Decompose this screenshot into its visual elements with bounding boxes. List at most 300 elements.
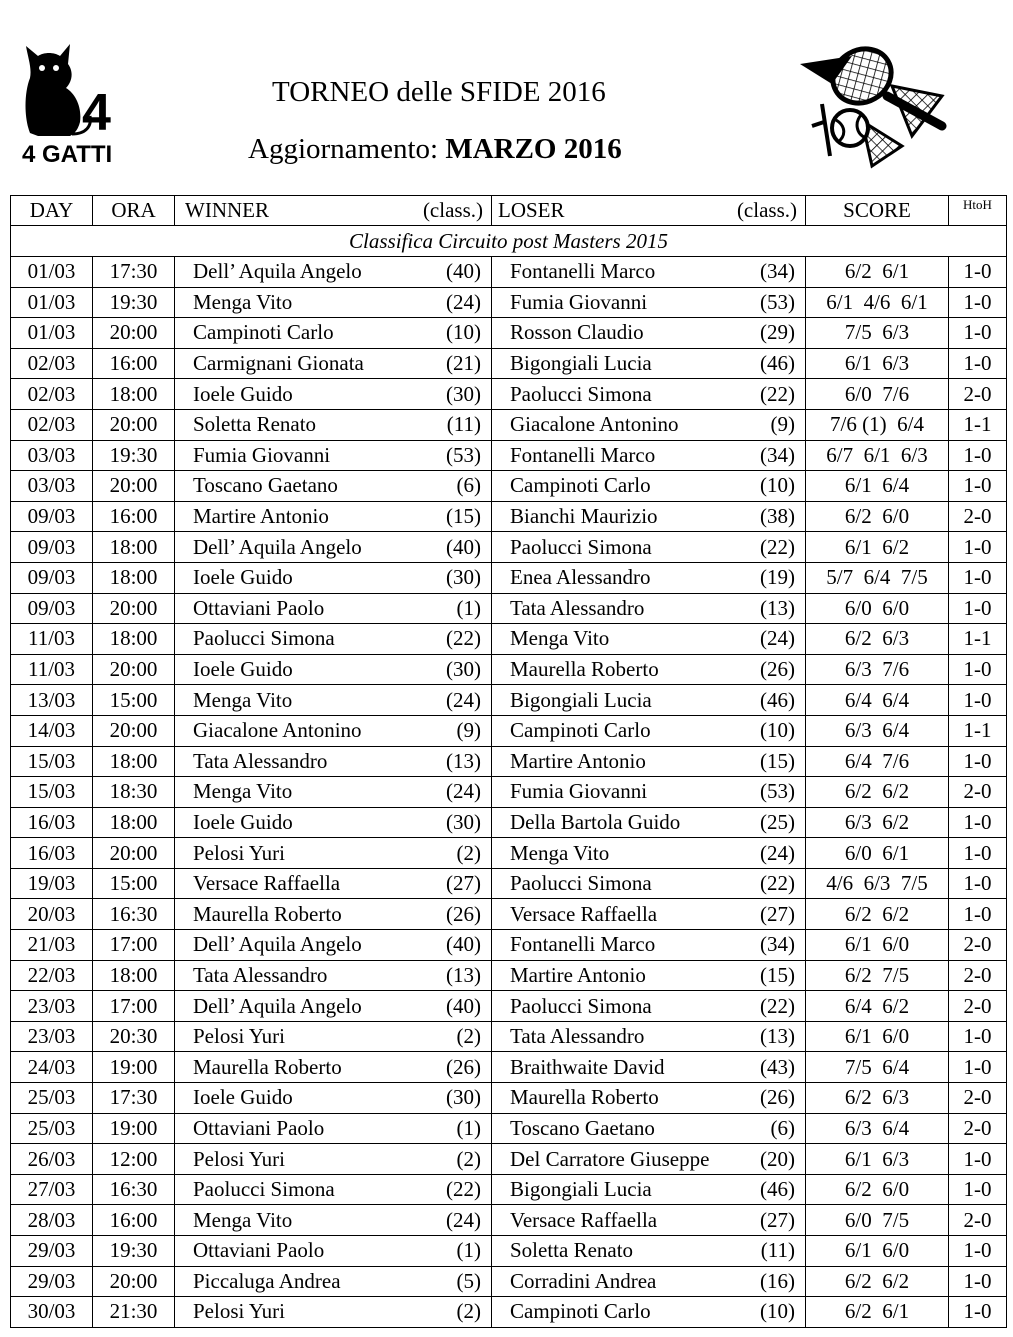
cell-ora: 20:00: [93, 1266, 175, 1297]
winner-name: Menga Vito: [193, 289, 293, 314]
cell-loser: [492, 1236, 806, 1267]
table-row: [11, 746, 1007, 777]
table-row: [11, 1052, 1007, 1083]
cell-htoh: 1-0: [949, 746, 1007, 777]
loser-name: Bigongiali Lucia: [510, 351, 652, 376]
table-row: [11, 440, 1007, 471]
cell-loser: [492, 746, 806, 777]
cell-score: 6/1 6/4: [806, 471, 949, 502]
cell-loser: [492, 257, 806, 288]
cell-loser: [492, 287, 806, 318]
loser-name: Soletta Renato: [510, 1238, 634, 1263]
cell-htoh: 1-0: [949, 685, 1007, 716]
cell-ora: 15:00: [93, 868, 175, 899]
cell-htoh: 1-1: [949, 624, 1007, 655]
cell-ora: 19:30: [93, 287, 175, 318]
winner-name: Ioele Guido: [193, 381, 293, 406]
cell-htoh: 2-0: [949, 1205, 1007, 1236]
table-row: [11, 685, 1007, 716]
cell-htoh: 1-0: [949, 1052, 1007, 1083]
cell-htoh: 1-0: [949, 1174, 1007, 1205]
loser-class: (20): [760, 1146, 795, 1171]
cell-htoh: 1-0: [949, 654, 1007, 685]
cell-winner: [175, 807, 492, 838]
section-row: [11, 226, 1007, 257]
table-header-row: [11, 196, 1007, 226]
cell-day: 22/03: [11, 960, 93, 991]
loser-name: Tata Alessandro: [510, 1024, 645, 1049]
loser-name: Braithwaite David: [510, 1054, 665, 1079]
cell-htoh: 2-0: [949, 777, 1007, 808]
loser-name: Martire Antonio: [510, 748, 646, 773]
cell-htoh: 1-1: [949, 715, 1007, 746]
winner-name: Carmignani Gionata: [193, 351, 364, 376]
cell-winner: [175, 930, 492, 961]
cell-htoh: 2-0: [949, 991, 1007, 1022]
winner-name: Soletta Renato: [193, 412, 317, 437]
cell-day: 09/03: [11, 562, 93, 593]
col-day: DAY: [11, 196, 93, 226]
cell-loser: [492, 1297, 806, 1328]
cell-loser: [492, 685, 806, 716]
cell-htoh: 1-0: [949, 899, 1007, 930]
cell-htoh: 1-0: [949, 1144, 1007, 1175]
table-row: [11, 838, 1007, 869]
cell-winner: [175, 991, 492, 1022]
cell-winner: [175, 562, 492, 593]
cell-loser: [492, 379, 806, 410]
loser-name: Martire Antonio: [510, 962, 646, 987]
loser-class: (46): [760, 351, 795, 376]
cell-winner: [175, 868, 492, 899]
loser-class: (13): [760, 1024, 795, 1049]
loser-name: Versace Raffaella: [510, 901, 658, 926]
cell-winner: [175, 1083, 492, 1114]
table-row: [11, 1174, 1007, 1205]
cell-score: 5/7 6/4 7/5: [806, 562, 949, 593]
winner-name: Dell’ Aquila Angelo: [193, 534, 362, 559]
cell-loser: [492, 1021, 806, 1052]
cell-score: 6/2 6/1: [806, 257, 949, 288]
cell-ora: 17:30: [93, 257, 175, 288]
cell-day: 16/03: [11, 807, 93, 838]
col-winner: [175, 196, 492, 226]
winner-class: (22): [446, 626, 481, 651]
loser-class: (11): [760, 1238, 795, 1263]
table-row: [11, 1083, 1007, 1114]
cell-day: 11/03: [11, 624, 93, 655]
cell-loser: [492, 838, 806, 869]
winner-name: Martire Antonio: [193, 504, 329, 529]
loser-name: Rosson Claudio: [510, 320, 644, 345]
cell-htoh: 1-0: [949, 532, 1007, 563]
cell-ora: 20:00: [93, 838, 175, 869]
table-row: [11, 1144, 1007, 1175]
winner-name: Paolucci Simona: [193, 626, 335, 651]
cell-winner: [175, 318, 492, 349]
loser-class: (25): [760, 809, 795, 834]
loser-name: Fontanelli Marco: [510, 442, 656, 467]
table-row: [11, 991, 1007, 1022]
cell-score: 6/1 6/0: [806, 1021, 949, 1052]
winner-name: Pelosi Yuri: [193, 840, 285, 865]
winner-class: (15): [446, 504, 481, 529]
cell-ora: 19:30: [93, 1236, 175, 1267]
cell-winner: [175, 379, 492, 410]
cell-day: 09/03: [11, 501, 93, 532]
cell-winner: [175, 777, 492, 808]
loser-class: (24): [760, 840, 795, 865]
winner-class: (30): [446, 657, 481, 682]
winner-name: Ioele Guido: [193, 809, 293, 834]
cell-loser: [492, 654, 806, 685]
cell-loser: [492, 1052, 806, 1083]
loser-class: (27): [760, 901, 795, 926]
winner-class: (5): [456, 1268, 481, 1293]
cell-ora: 19:30: [93, 440, 175, 471]
cell-day: 16/03: [11, 838, 93, 869]
cell-score: 6/0 6/1: [806, 838, 949, 869]
cat-logo-icon: [20, 38, 120, 168]
cell-winner: [175, 532, 492, 563]
table-row: [11, 501, 1007, 532]
winner-class: (2): [456, 1146, 481, 1171]
cell-day: 02/03: [11, 348, 93, 379]
winner-class: (1): [456, 595, 481, 620]
winner-name: Ioele Guido: [193, 1085, 293, 1110]
cell-ora: 16:00: [93, 501, 175, 532]
cell-ora: 12:00: [93, 1144, 175, 1175]
winner-class: (2): [456, 840, 481, 865]
winner-name: Maurella Roberto: [193, 901, 342, 926]
cell-winner: [175, 838, 492, 869]
winner-name: Versace Raffaella: [193, 871, 341, 896]
winner-name: Pelosi Yuri: [193, 1299, 285, 1324]
cell-winner: [175, 1174, 492, 1205]
cell-day: 29/03: [11, 1236, 93, 1267]
cell-loser: [492, 960, 806, 991]
winner-class: (30): [446, 1085, 481, 1110]
cell-winner: [175, 501, 492, 532]
cell-loser: [492, 777, 806, 808]
winner-class: (9): [456, 718, 481, 743]
table-row: [11, 868, 1007, 899]
winner-name: Dell’ Aquila Angelo: [193, 993, 362, 1018]
col-score: SCORE: [806, 196, 949, 226]
svg-text:4: 4: [82, 84, 111, 142]
loser-name: Fontanelli Marco: [510, 932, 656, 957]
table-row: [11, 1236, 1007, 1267]
loser-name: Tata Alessandro: [510, 595, 645, 620]
loser-name: Bigongiali Lucia: [510, 1177, 652, 1202]
winner-name: Menga Vito: [193, 687, 293, 712]
loser-class: (10): [760, 718, 795, 743]
loser-class: (46): [760, 687, 795, 712]
table-row: [11, 960, 1007, 991]
winner-class: (2): [456, 1024, 481, 1049]
cell-day: 30/03: [11, 1297, 93, 1328]
loser-class: (10): [760, 1299, 795, 1324]
loser-class: (27): [760, 1207, 795, 1232]
table-row: [11, 532, 1007, 563]
loser-class: (22): [760, 381, 795, 406]
cell-ora: 17:00: [93, 930, 175, 961]
winner-class: (26): [446, 901, 481, 926]
winner-class: (30): [446, 381, 481, 406]
cell-winner: [175, 746, 492, 777]
cell-day: 03/03: [11, 471, 93, 502]
cell-htoh: 1-0: [949, 1021, 1007, 1052]
cell-loser: [492, 501, 806, 532]
cell-score: 6/2 6/1: [806, 1297, 949, 1328]
cell-htoh: 1-0: [949, 838, 1007, 869]
cell-score: 7/5 6/4: [806, 1052, 949, 1083]
loser-name: Enea Alessandro: [510, 565, 651, 590]
cell-loser: [492, 532, 806, 563]
cell-day: 21/03: [11, 930, 93, 961]
loser-name: Paolucci Simona: [510, 381, 652, 406]
cell-score: 6/3 6/2: [806, 807, 949, 838]
logo-text: 4 GATTI: [22, 141, 113, 168]
cell-day: 29/03: [11, 1266, 93, 1297]
cell-day: 27/03: [11, 1174, 93, 1205]
col-ora: ORA: [93, 196, 175, 226]
cell-ora: 20:00: [93, 409, 175, 440]
loser-class: (19): [760, 565, 795, 590]
cell-score: 6/2 6/0: [806, 1174, 949, 1205]
winner-name: Piccaluga Andrea: [193, 1268, 341, 1293]
loser-class: (16): [760, 1268, 795, 1293]
update-subtitle: [248, 133, 622, 166]
cell-winner: [175, 1144, 492, 1175]
col-loser-label: LOSER: [498, 198, 565, 222]
cell-winner: [175, 471, 492, 502]
cell-ora: 16:30: [93, 1174, 175, 1205]
loser-name: Campinoti Carlo: [510, 1299, 651, 1324]
winner-name: Tata Alessandro: [193, 962, 328, 987]
cell-score: 6/0 6/0: [806, 593, 949, 624]
loser-class: (26): [760, 1085, 795, 1110]
cell-ora: 16:30: [93, 899, 175, 930]
cell-loser: [492, 868, 806, 899]
cell-htoh: 2-0: [949, 930, 1007, 961]
winner-name: Dell’ Aquila Angelo: [193, 932, 362, 957]
winner-class: (40): [446, 534, 481, 559]
cell-day: 03/03: [11, 440, 93, 471]
cell-loser: [492, 624, 806, 655]
winner-name: Dell’ Aquila Angelo: [193, 259, 362, 284]
loser-class: (10): [760, 473, 795, 498]
col-loser: [492, 196, 806, 226]
cell-ora: 21:30: [93, 1297, 175, 1328]
table-row: [11, 807, 1007, 838]
cell-htoh: 1-0: [949, 348, 1007, 379]
loser-name: Toscano Gaetano: [510, 1115, 655, 1140]
winner-name: Toscano Gaetano: [193, 473, 338, 498]
table-row: [11, 379, 1007, 410]
loser-name: Corradini Andrea: [510, 1268, 657, 1293]
cell-day: 13/03: [11, 685, 93, 716]
cell-ora: 16:00: [93, 1205, 175, 1236]
winner-class: (26): [446, 1054, 481, 1079]
winner-class: (24): [446, 687, 481, 712]
cell-day: 01/03: [11, 318, 93, 349]
loser-name: Versace Raffaella: [510, 1207, 658, 1232]
winner-name: Ottaviani Paolo: [193, 1115, 325, 1140]
cell-day: 26/03: [11, 1144, 93, 1175]
cell-ora: 18:00: [93, 379, 175, 410]
loser-name: Del Carratore Giuseppe: [510, 1146, 710, 1171]
table-row: [11, 1205, 1007, 1236]
winner-class: (40): [446, 993, 481, 1018]
winner-class: (30): [446, 809, 481, 834]
cell-winner: [175, 654, 492, 685]
cell-score: 6/2 6/2: [806, 899, 949, 930]
winner-name: Menga Vito: [193, 1207, 293, 1232]
loser-class: (53): [760, 779, 795, 804]
table-row: [11, 257, 1007, 288]
cell-day: 02/03: [11, 379, 93, 410]
loser-class: (9): [770, 412, 795, 437]
loser-name: Bianchi Maurizio: [510, 504, 658, 529]
col-winner-class: (class.): [422, 198, 483, 222]
loser-class: (34): [760, 932, 795, 957]
loser-name: Paolucci Simona: [510, 993, 652, 1018]
winner-class: (24): [446, 779, 481, 804]
cell-day: 19/03: [11, 868, 93, 899]
cell-ora: 18:00: [93, 807, 175, 838]
cell-ora: 15:00: [93, 685, 175, 716]
cell-score: 6/1 6/3: [806, 348, 949, 379]
cell-day: 01/03: [11, 287, 93, 318]
cell-day: 25/03: [11, 1083, 93, 1114]
table-row: [11, 1297, 1007, 1328]
winner-name: Maurella Roberto: [193, 1054, 342, 1079]
loser-class: (22): [760, 871, 795, 896]
table-row: [11, 1021, 1007, 1052]
cell-loser: [492, 930, 806, 961]
winner-name: Fumia Giovanni: [193, 442, 331, 467]
cell-htoh: 2-0: [949, 1113, 1007, 1144]
loser-name: Bigongiali Lucia: [510, 687, 652, 712]
winner-class: (53): [446, 442, 481, 467]
cell-loser: [492, 1174, 806, 1205]
cell-day: 23/03: [11, 991, 93, 1022]
cell-loser: [492, 1113, 806, 1144]
cell-ora: 18:30: [93, 777, 175, 808]
cell-loser: [492, 991, 806, 1022]
winner-class: (24): [446, 1207, 481, 1232]
cell-ora: 19:00: [93, 1052, 175, 1083]
winner-class: (30): [446, 565, 481, 590]
cell-ora: 17:00: [93, 991, 175, 1022]
cell-ora: 16:00: [93, 348, 175, 379]
cell-htoh: 1-0: [949, 868, 1007, 899]
cell-htoh: 1-0: [949, 1266, 1007, 1297]
winner-class: (11): [446, 412, 481, 437]
cell-htoh: 1-0: [949, 440, 1007, 471]
table-row: [11, 593, 1007, 624]
cell-loser: [492, 471, 806, 502]
loser-class: (53): [760, 289, 795, 314]
cell-day: 15/03: [11, 777, 93, 808]
winner-name: Ioele Guido: [193, 657, 293, 682]
cell-score: 6/2 6/2: [806, 777, 949, 808]
cell-winner: [175, 1113, 492, 1144]
winner-class: (27): [446, 871, 481, 896]
loser-class: (13): [760, 595, 795, 620]
cell-htoh: 1-0: [949, 593, 1007, 624]
cell-loser: [492, 1144, 806, 1175]
cell-score: 6/2 6/3: [806, 624, 949, 655]
cell-htoh: 2-0: [949, 1083, 1007, 1114]
winner-class: (1): [456, 1238, 481, 1263]
cell-htoh: 2-0: [949, 960, 1007, 991]
cell-loser: [492, 1205, 806, 1236]
cell-ora: 19:00: [93, 1113, 175, 1144]
winner-name: Ottaviani Paolo: [193, 595, 325, 620]
loser-class: (15): [760, 748, 795, 773]
cell-htoh: 1-0: [949, 1236, 1007, 1267]
cell-score: 6/4 6/4: [806, 685, 949, 716]
cell-htoh: 2-0: [949, 501, 1007, 532]
loser-name: Giacalone Antonino: [510, 412, 679, 437]
cell-winner: [175, 1236, 492, 1267]
loser-name: Campinoti Carlo: [510, 473, 651, 498]
cell-score: 6/3 6/4: [806, 1113, 949, 1144]
cell-ora: 20:30: [93, 1021, 175, 1052]
loser-class: (43): [760, 1054, 795, 1079]
cell-score: 7/5 6/3: [806, 318, 949, 349]
cell-score: 7/6 (1) 6/4: [806, 409, 949, 440]
cell-day: 25/03: [11, 1113, 93, 1144]
table-row: [11, 471, 1007, 502]
cell-winner: [175, 899, 492, 930]
cell-score: 6/3 6/4: [806, 715, 949, 746]
table-row: [11, 715, 1007, 746]
cell-score: 6/7 6/1 6/3: [806, 440, 949, 471]
cell-day: 09/03: [11, 593, 93, 624]
cell-loser: [492, 562, 806, 593]
winner-class: (13): [446, 748, 481, 773]
cell-score: 6/1 4/6 6/1: [806, 287, 949, 318]
loser-name: Fumia Giovanni: [510, 779, 648, 804]
page-title: TORNEO delle SFIDE 2016: [272, 76, 606, 108]
cell-loser: [492, 1083, 806, 1114]
results-table: [10, 195, 1007, 1328]
cell-loser: [492, 348, 806, 379]
winner-class: (21): [446, 351, 481, 376]
cell-winner: [175, 1052, 492, 1083]
cell-winner: [175, 348, 492, 379]
cell-htoh: 1-0: [949, 1297, 1007, 1328]
loser-class: (34): [760, 442, 795, 467]
cell-loser: [492, 715, 806, 746]
cell-score: 4/6 6/3 7/5: [806, 868, 949, 899]
cell-ora: 20:00: [93, 471, 175, 502]
loser-name: Paolucci Simona: [510, 534, 652, 559]
cell-loser: [492, 593, 806, 624]
cell-score: 6/4 6/2: [806, 991, 949, 1022]
cell-day: 09/03: [11, 532, 93, 563]
cell-ora: 20:00: [93, 318, 175, 349]
cell-ora: 18:00: [93, 562, 175, 593]
cell-score: 6/4 7/6: [806, 746, 949, 777]
table-row: [11, 562, 1007, 593]
winner-name: Pelosi Yuri: [193, 1146, 285, 1171]
cell-day: 24/03: [11, 1052, 93, 1083]
table-row: [11, 409, 1007, 440]
